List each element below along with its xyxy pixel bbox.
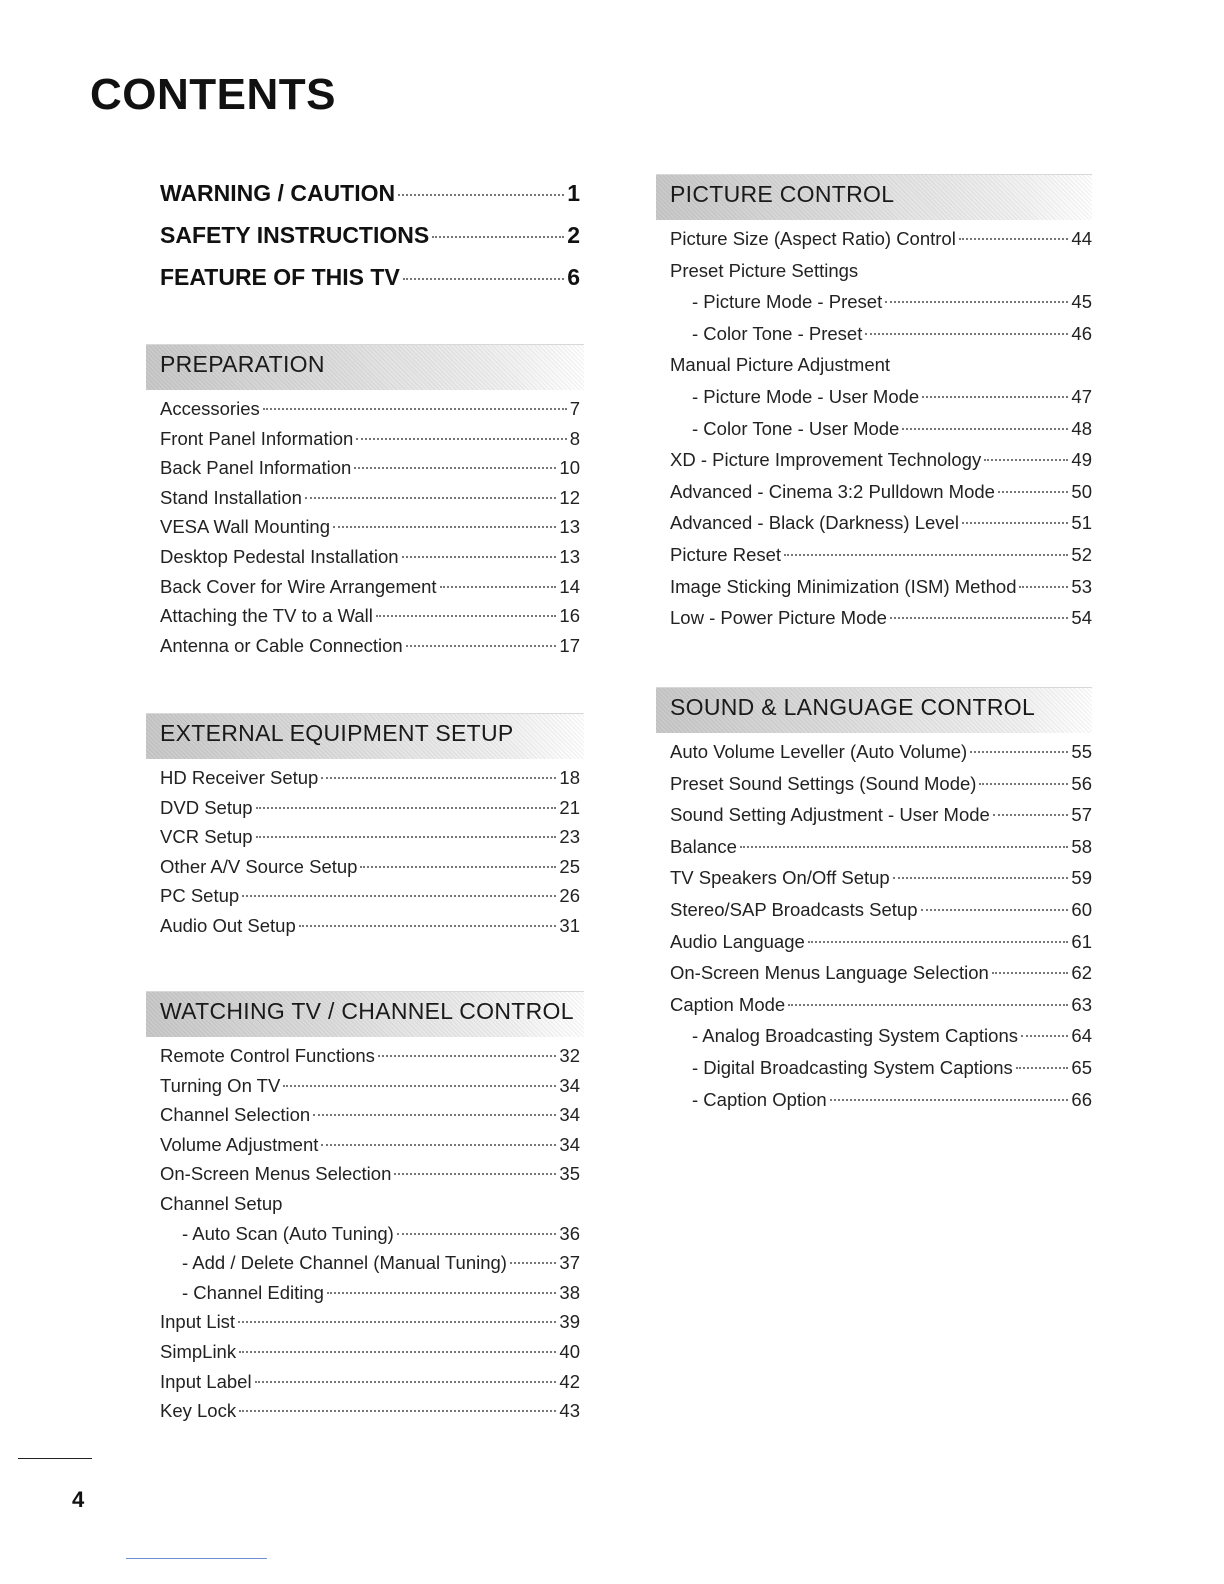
major-entries (160, 180, 580, 306)
toc-page: 12 (559, 486, 580, 508)
toc-label: Auto Volume Leveller (Auto Volume) (670, 741, 968, 762)
toc-label: Picture Size (Aspect Ratio) Control (670, 228, 956, 249)
toc-entry[interactable] (160, 856, 580, 886)
dot-leader (397, 1233, 557, 1235)
dot-leader (922, 396, 1068, 398)
section-sound-language (670, 687, 1092, 1120)
toc-page: 44 (1071, 228, 1092, 249)
toc-entry[interactable] (160, 487, 580, 517)
toc-entry[interactable] (160, 915, 580, 945)
toc-page: 53 (1071, 575, 1092, 597)
toc-entry[interactable] (160, 635, 580, 665)
toc-page: 43 (559, 1400, 580, 1422)
toc-page: 25 (559, 855, 580, 877)
toc-label: Picture Reset (670, 543, 782, 565)
toc-label: Volume Adjustment (160, 1133, 319, 1155)
toc-page: 61 (1071, 930, 1092, 952)
section-heading-band (146, 713, 584, 759)
toc-entry[interactable] (160, 1193, 580, 1223)
toc-page: 34 (559, 1104, 580, 1126)
toc-label: Channel Selection (160, 1104, 311, 1126)
toc-page: 13 (559, 545, 580, 567)
toc-page: 47 (1071, 385, 1092, 407)
toc-entry[interactable] (160, 797, 580, 827)
toc-entry[interactable] (670, 512, 1092, 544)
toc-label: DVD Setup (160, 796, 253, 818)
toc-entry[interactable] (670, 449, 1092, 481)
dot-leader (256, 807, 557, 809)
dot-leader (740, 846, 1069, 848)
section-heading: WATCHING TV / CHANNEL CONTROL (160, 998, 574, 1024)
toc-label: Advanced - Black (Darkness) Level (670, 512, 959, 534)
section-entries (160, 398, 580, 664)
toc-label: - Picture Mode - User Mode (692, 385, 920, 407)
toc-label: Caption Mode (670, 993, 786, 1015)
toc-entry[interactable] (670, 576, 1092, 608)
toc-label: Other A/V Source Setup (160, 855, 358, 877)
toc-sub-entry[interactable] (670, 418, 1092, 450)
section-heading-band (146, 991, 584, 1037)
toc-page: 65 (1071, 1056, 1092, 1078)
toc-entry[interactable] (670, 899, 1092, 931)
toc-label: Balance (670, 835, 737, 857)
toc-page: 16 (559, 605, 580, 627)
dot-leader (979, 783, 1068, 785)
dot-leader (921, 909, 1069, 911)
toc-label: - Color Tone - User Mode (692, 417, 900, 439)
toc-label: Audio Language (670, 930, 805, 952)
toc-entry[interactable] (670, 481, 1092, 513)
toc-page: 18 (559, 767, 580, 788)
toc-entry[interactable] (160, 605, 580, 635)
toc-page: 34 (559, 1133, 580, 1155)
toc-page: 21 (559, 796, 580, 818)
dot-leader (788, 1004, 1068, 1006)
toc-entry[interactable] (670, 836, 1092, 868)
toc-major-entry[interactable] (160, 180, 580, 222)
dot-leader (299, 925, 557, 927)
toc-page: 36 (559, 1222, 580, 1244)
toc-label: VCR Setup (160, 826, 253, 848)
toc-page: 7 (569, 398, 580, 419)
toc-entry[interactable] (670, 804, 1092, 836)
toc-entry[interactable] (160, 1371, 580, 1401)
toc-page: 8 (569, 427, 580, 449)
dot-leader (406, 645, 557, 647)
dot-leader (263, 408, 567, 410)
dot-leader (242, 895, 556, 897)
toc-entry[interactable] (160, 457, 580, 487)
toc-entry[interactable] (160, 1341, 580, 1371)
toc-label: - Digital Broadcasting System Captions (692, 1056, 1013, 1078)
dot-leader (360, 866, 556, 868)
toc-entry[interactable] (160, 1134, 580, 1164)
dot-leader (398, 194, 564, 196)
toc-label: SAFETY INSTRUCTIONS (160, 222, 430, 248)
toc-label: On-Screen Menus Language Selection (670, 962, 989, 984)
toc-entry[interactable] (160, 428, 580, 458)
toc-label: - Auto Scan (Auto Tuning) (182, 1222, 394, 1244)
toc-page: 51 (1071, 512, 1092, 534)
toc-entry[interactable] (160, 1400, 580, 1430)
section-heading-band (656, 174, 1092, 220)
toc-label: - Analog Broadcasting System Captions (692, 1025, 1018, 1047)
toc-sub-entry[interactable] (670, 291, 1092, 323)
dot-leader (998, 491, 1068, 493)
dot-leader (305, 497, 556, 499)
toc-label: Preset Picture Settings (670, 259, 859, 281)
toc-entry[interactable] (160, 576, 580, 606)
toc-page: 38 (559, 1281, 580, 1303)
toc-entry[interactable] (670, 544, 1092, 576)
left-column (160, 180, 580, 306)
toc-sub-entry[interactable] (670, 1057, 1092, 1089)
toc-label: Audio Out Setup (160, 914, 296, 936)
dot-leader (885, 301, 1068, 303)
toc-entry[interactable] (160, 885, 580, 915)
dot-leader (808, 941, 1069, 943)
dot-leader (239, 1351, 556, 1353)
dot-leader (402, 556, 557, 558)
toc-label: Advanced - Cinema 3:2 Pulldown Mode (670, 480, 995, 502)
section-heading: SOUND & LANGUAGE CONTROL (670, 694, 1036, 720)
dot-leader (992, 972, 1069, 974)
section-preparation (160, 344, 580, 664)
toc-page: 32 (559, 1045, 580, 1066)
toc-label: HD Receiver Setup (160, 767, 319, 788)
section-heading: EXTERNAL EQUIPMENT SETUP (160, 720, 514, 746)
toc-label: XD - Picture Improvement Technology (670, 449, 982, 471)
toc-entry[interactable] (670, 962, 1092, 994)
section-external-equipment (160, 713, 580, 945)
footer-rule (18, 1458, 92, 1459)
toc-page: 59 (1071, 867, 1092, 889)
dot-leader (830, 1099, 1069, 1101)
toc-entry[interactable] (160, 1075, 580, 1105)
dot-leader (959, 238, 1069, 240)
toc-sub-entry[interactable] (670, 323, 1092, 355)
toc-label: Desktop Pedestal Installation (160, 545, 399, 567)
toc-page: 55 (1071, 741, 1092, 762)
dot-leader (902, 428, 1068, 430)
dot-leader (1016, 1067, 1069, 1069)
dot-leader (984, 459, 1068, 461)
dot-leader (378, 1055, 557, 1057)
toc-entry[interactable] (670, 773, 1092, 805)
page-title: CONTENTS (90, 70, 336, 119)
toc-page: 52 (1071, 543, 1092, 565)
toc-label: - Picture Mode - Preset (692, 291, 883, 313)
toc-label: Image Sticking Minimization (ISM) Method (670, 575, 1017, 597)
dot-leader (321, 1144, 556, 1146)
toc-label: Accessories (160, 398, 260, 419)
toc-label: Channel Setup (160, 1192, 283, 1214)
dot-leader (432, 236, 564, 238)
toc-sub-entry[interactable] (160, 1252, 580, 1282)
toc-label: Sound Setting Adjustment - User Mode (670, 804, 990, 826)
toc-entry[interactable] (160, 1104, 580, 1134)
toc-entry[interactable] (670, 994, 1092, 1026)
section-entries (670, 741, 1092, 1120)
section-entries (670, 228, 1092, 639)
toc-label: On-Screen Menus Selection (160, 1163, 392, 1185)
toc-page: 64 (1071, 1025, 1092, 1047)
toc-label: WARNING / CAUTION (160, 180, 396, 206)
toc-sub-entry[interactable] (160, 1223, 580, 1253)
toc-label: FEATURE OF THIS TV (160, 264, 400, 290)
toc-label: Front Panel Information (160, 427, 354, 449)
toc-entry[interactable] (160, 767, 580, 797)
dot-leader (376, 615, 557, 617)
dot-leader (394, 1173, 556, 1175)
toc-page: 6 (567, 264, 580, 290)
toc-entry[interactable] (160, 826, 580, 856)
toc-label: Input Label (160, 1370, 252, 1392)
toc-label: TV Speakers On/Off Setup (670, 867, 890, 889)
toc-page: 35 (559, 1163, 580, 1185)
toc-page: 45 (1071, 291, 1092, 313)
toc-label: Attaching the TV to a Wall (160, 605, 373, 627)
toc-sub-entry[interactable] (670, 1025, 1092, 1057)
toc-page: 10 (559, 457, 580, 479)
bottom-link-rule (126, 1558, 267, 1559)
section-watching-tv (160, 991, 580, 1430)
toc-page: 1 (567, 180, 580, 206)
toc-major-entry[interactable] (160, 264, 580, 306)
toc-sub-entry[interactable] (160, 1282, 580, 1312)
dot-leader (356, 438, 566, 440)
toc-page: 56 (1071, 772, 1092, 794)
toc-entry[interactable] (160, 516, 580, 546)
toc-page: 23 (559, 826, 580, 848)
dot-leader (962, 522, 1068, 524)
dot-leader (321, 777, 556, 779)
toc-label: - Color Tone - Preset (692, 322, 863, 344)
toc-label: Preset Sound Settings (Sound Mode) (670, 772, 977, 794)
page-number: 4 (72, 1487, 85, 1512)
toc-page: 49 (1071, 449, 1092, 471)
toc-page: 62 (1071, 962, 1092, 984)
toc-label: PC Setup (160, 885, 240, 907)
toc-page: 50 (1071, 480, 1092, 502)
toc-entry[interactable] (670, 931, 1092, 963)
toc-page: 34 (559, 1074, 580, 1096)
toc-label: Back Cover for Wire Arrangement (160, 575, 437, 597)
toc-sub-entry[interactable] (670, 1089, 1092, 1121)
toc-label: VESA Wall Mounting (160, 516, 331, 538)
dot-leader (255, 1381, 557, 1383)
toc-sub-entry[interactable] (670, 386, 1092, 418)
toc-label: Remote Control Functions (160, 1045, 375, 1066)
dot-leader (403, 278, 564, 280)
dot-leader (865, 333, 1068, 335)
dot-leader (238, 1321, 556, 1323)
toc-page: 66 (1071, 1088, 1092, 1110)
toc-label: - Caption Option (692, 1088, 827, 1110)
toc-page: 17 (559, 634, 580, 656)
toc-page: 13 (559, 516, 580, 538)
toc-label: SimpLink (160, 1340, 237, 1362)
toc-entry[interactable] (670, 228, 1092, 260)
toc-entry[interactable] (160, 1163, 580, 1193)
toc-major-entry[interactable] (160, 222, 580, 264)
dot-leader (1021, 1035, 1068, 1037)
section-entries (160, 1045, 580, 1430)
dot-leader (283, 1085, 556, 1087)
dot-leader (993, 814, 1069, 816)
dot-leader (333, 526, 556, 528)
dot-leader (256, 836, 557, 838)
section-entries (160, 767, 580, 945)
dot-leader (440, 586, 557, 588)
toc-page: 31 (559, 914, 580, 936)
dot-leader (510, 1262, 556, 1264)
dot-leader (1019, 586, 1068, 588)
dot-leader (327, 1292, 557, 1294)
toc-page: 37 (559, 1252, 580, 1274)
toc-entry[interactable] (160, 1311, 580, 1341)
dot-leader (354, 467, 556, 469)
toc-label: Input List (160, 1311, 236, 1333)
toc-page: 54 (1071, 607, 1092, 629)
toc-page: 39 (559, 1311, 580, 1333)
dot-leader (784, 554, 1068, 556)
toc-page: 60 (1071, 898, 1092, 920)
toc-entry[interactable] (670, 354, 1092, 386)
toc-label: - Channel Editing (182, 1281, 324, 1303)
section-heading-band (146, 344, 584, 390)
toc-entry[interactable] (160, 398, 580, 428)
toc-label: Back Panel Information (160, 457, 352, 479)
toc-page: 58 (1071, 835, 1092, 857)
dot-leader (890, 617, 1068, 619)
toc-page: 14 (559, 575, 580, 597)
toc-page: 40 (559, 1340, 580, 1362)
dot-leader (313, 1114, 556, 1116)
toc-entry[interactable] (670, 741, 1092, 773)
toc-label: Manual Picture Adjustment (670, 354, 891, 376)
toc-entry[interactable] (670, 260, 1092, 292)
toc-label: Turning On TV (160, 1074, 281, 1096)
toc-page: 42 (559, 1370, 580, 1392)
toc-page: 2 (567, 222, 580, 248)
section-heading: PREPARATION (160, 351, 325, 377)
dot-leader (239, 1410, 556, 1412)
toc-page: 63 (1071, 993, 1092, 1015)
toc-entry[interactable] (670, 607, 1092, 639)
section-heading-band (656, 687, 1092, 733)
toc-entry[interactable] (160, 546, 580, 576)
toc-label: Low - Power Picture Mode (670, 607, 887, 629)
toc-label: Key Lock (160, 1400, 237, 1422)
toc-label: Stereo/SAP Broadcasts Setup (670, 898, 918, 920)
dot-leader (970, 751, 1068, 753)
section-picture-control (670, 174, 1092, 639)
toc-entry[interactable] (670, 867, 1092, 899)
toc-page: 48 (1071, 417, 1092, 439)
section-heading: PICTURE CONTROL (670, 181, 895, 207)
toc-label: - Add / Delete Channel (Manual Tuning) (182, 1252, 507, 1274)
toc-label: Antenna or Cable Connection (160, 634, 403, 656)
toc-entry[interactable] (160, 1045, 580, 1075)
toc-page: 46 (1071, 322, 1092, 344)
toc-page: 26 (559, 885, 580, 907)
toc-page: 57 (1071, 804, 1092, 826)
toc-label: Stand Installation (160, 486, 302, 508)
dot-leader (893, 877, 1069, 879)
